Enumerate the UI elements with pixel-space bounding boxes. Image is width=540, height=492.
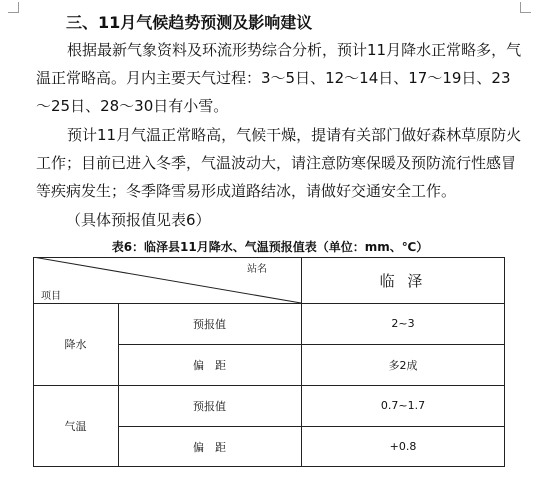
row-item-label: 预报值 (193, 399, 226, 413)
page-corner-mark-left (8, 2, 19, 13)
table-reference-note: （具体预报值见表6） (66, 211, 211, 229)
paragraph-precipitation: 根据最新气象资料及环流形势综合分析，预计11月降水正常略多，气温正常略高。月内主要天气过程：3～5日、12～14日、17～19日、23～25日、28～30日有小雪。 (36, 41, 522, 115)
page-corner-mark-right (520, 2, 531, 13)
group-label-temperature: 气温 (64, 420, 87, 433)
row-value: 多2成 (388, 358, 418, 372)
row-item-label: 偏 距 (193, 440, 226, 454)
row-item-label: 预报值 (193, 317, 226, 331)
row-value: 2~3 (391, 317, 415, 330)
header-station-name: 临 泽 (379, 271, 427, 290)
table-caption: 表6：临泽县11月降水、气温预报值表（单位：mm、℃） (111, 240, 429, 254)
row-value: 0.7~1.7 (380, 399, 426, 412)
section-heading: 三、11月气候趋势预测及影响建议 (66, 13, 313, 32)
header-diag-station-label: 站名 (247, 264, 267, 275)
row-item-label: 偏 距 (193, 358, 226, 372)
row-value: +0.8 (389, 440, 417, 453)
header-diag-item-label: 项目 (41, 291, 61, 302)
forecast-table (33, 257, 505, 467)
paragraph-temperature-advice: 预计11月气温正常略高，气候干燥，提请有关部门做好森林草原防火工作；目前已进入冬季，气温波动大，请注意防寒保暖及预防流行性感冒等疾病发生；冬季降雪易形成道路结冰，请做好交通安全工作。 (36, 126, 522, 200)
group-label-precipitation: 降水 (64, 338, 87, 351)
